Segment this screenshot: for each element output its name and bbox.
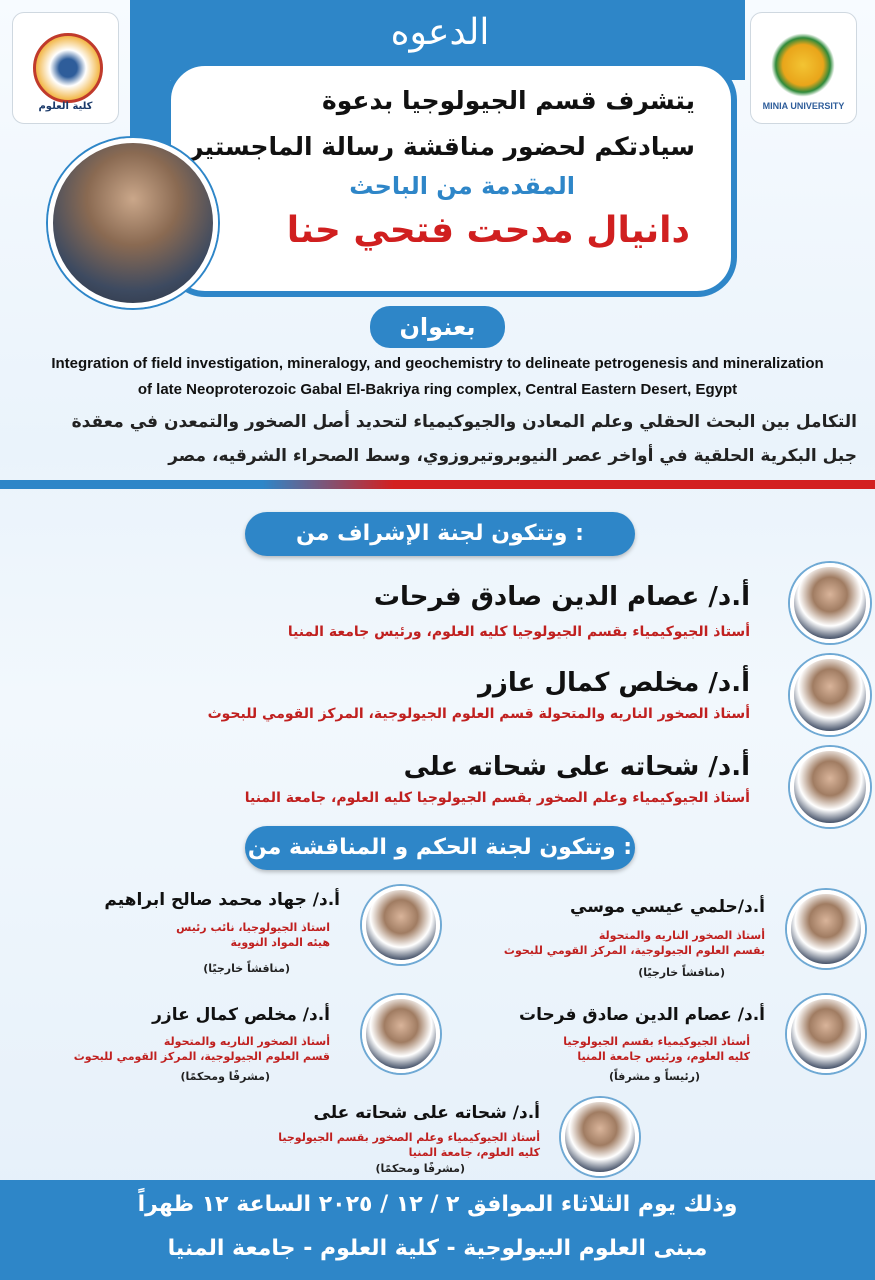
committee-member-description: أستاذ الجيوكيمياء بقسم الجيولوجيا كليه العلوم، ورئيس جامعة المنيا — [563, 1035, 750, 1063]
committee-member-description: أستاذ الصخور الناريه والمتحولة قسم العلوم الجيولوجية، المركز القومي للبحوث — [73, 1035, 330, 1063]
supervisor-title: أستاذ الصخور الناريه والمتحولة قسم العلوم الجيولوجية، المركز القومي للبحوث — [207, 706, 750, 722]
examination-committee-header: وتتكون لجنة الحكم و المناقشة من : — [245, 826, 635, 870]
committee-member-name: أ.د/حلمي عيسي موسي — [570, 897, 765, 917]
researcher-label: المقدمة من الباحث — [349, 172, 575, 200]
committee-member-name: أ.د/ عصام الدين صادق فرحات — [519, 1005, 765, 1025]
thesis-title-arabic-2: جبل البكرية الحلقية في أواخر عصر النيوبروتيروزوي، وسط الصحراء الشرقيه، مصر — [168, 446, 857, 466]
committee-member-photo — [362, 995, 440, 1073]
committee-member-description: أستاذ الجيوكيمياء وعلم الصخور بقسم الجيولوجيا كليه العلوم، جامعة المنيا — [278, 1131, 540, 1159]
thesis-title-english-1: Integration of field investigation, mineralogy, and geochemistry to delineate petrogenesis and mineralization — [51, 355, 824, 372]
committee-member-name: أ.د/ مخلص كمال عازر — [152, 1005, 330, 1025]
supervisor-photo — [790, 747, 870, 827]
faculty-logo-text: كلية العلوم — [38, 101, 93, 112]
supervision-committee-header: وتتكون لجنة الإشراف من : — [245, 512, 635, 556]
supervisor-name: أ.د/ مخلص كمال عازر — [477, 668, 750, 698]
committee-member-photo — [787, 890, 865, 968]
thesis-title-label: بعنوان — [370, 306, 505, 348]
section-divider — [0, 480, 875, 489]
university-seal-icon — [771, 33, 835, 97]
supervisor-name: أ.د/ شحاته على شحاته على — [403, 752, 750, 782]
invitation-line-2: سيادتكم لحضور مناقشة رسالة الماجستير — [189, 132, 695, 161]
thesis-title-english-2: of late Neoproterozoic Gabal El-Bakriya ring complex, Central Eastern Desert, Egypt — [137, 381, 738, 398]
supervisor-photo — [790, 563, 870, 643]
committee-member-role: (مشرفًا ومحكمًا) — [180, 1070, 270, 1083]
supervisor-title: أستاذ الجيوكيمياء بقسم الجيولوجيا كليه العلوم، ورئيس جامعة المنيا — [287, 624, 750, 640]
committee-member-photo — [561, 1098, 639, 1176]
event-location: مبنى العلوم البيولوجية - كلية العلوم - جامعة المنيا — [167, 1236, 708, 1261]
university-logo-text: MINIA UNIVERSITY — [762, 101, 845, 111]
committee-member-photo — [787, 995, 865, 1073]
supervisor-name: أ.د/ عصام الدين صادق فرحات — [373, 582, 750, 612]
committee-member-description: أستاذ الصخور الناريه والمتحولة بقسم العلوم الجيولوجية، المركز القومي للبحوث — [503, 929, 765, 957]
minia-university-logo — [750, 12, 857, 124]
committee-member-photo — [362, 886, 440, 964]
faculty-of-science-logo — [12, 12, 119, 124]
committee-member-description: استاذ الجيولوجيا، نائب رئيس هيئه المواد النووية — [176, 921, 330, 949]
thesis-title-arabic-1: التكامل بين البحث الحقلي وعلم المعادن والجيوكيمياء لتحديد أصل الصخور والتمعدن في معقدة — [71, 412, 857, 432]
committee-member-role: (مناقشاً خارجيًا) — [203, 962, 290, 975]
committee-member-role: (رئيساً و مشرفاً) — [608, 1070, 700, 1083]
committee-member-name: أ.د/ شحاته على شحاته على — [313, 1103, 540, 1123]
invitation-line-1: يتشرف قسم الجيولوجيا بدعوة — [321, 86, 695, 115]
supervisor-title: أستاذ الجيوكيمياء وعلم الصخور بقسم الجيولوجيا كليه العلوم، جامعة المنيا — [244, 790, 750, 806]
committee-member-role: (مناقشاً خارجيًا) — [638, 966, 725, 979]
researcher-name: دانيال مدحت فتحي حنا — [286, 210, 690, 251]
researcher-photo — [48, 138, 218, 308]
event-date-time: وذلك يوم الثلاثاء الموافق ٢ / ١٢ / ٢٠٢٥ الساعة ١٢ ظهراً — [137, 1192, 738, 1217]
supervisor-photo — [790, 655, 870, 735]
committee-member-role: (مشرفًا ومحكمًا) — [375, 1162, 465, 1175]
committee-member-name: أ.د/ جهاد محمد صالح ابراهيم — [104, 890, 340, 910]
invitation-title: الدعوه — [390, 12, 490, 53]
atom-icon — [33, 33, 103, 103]
